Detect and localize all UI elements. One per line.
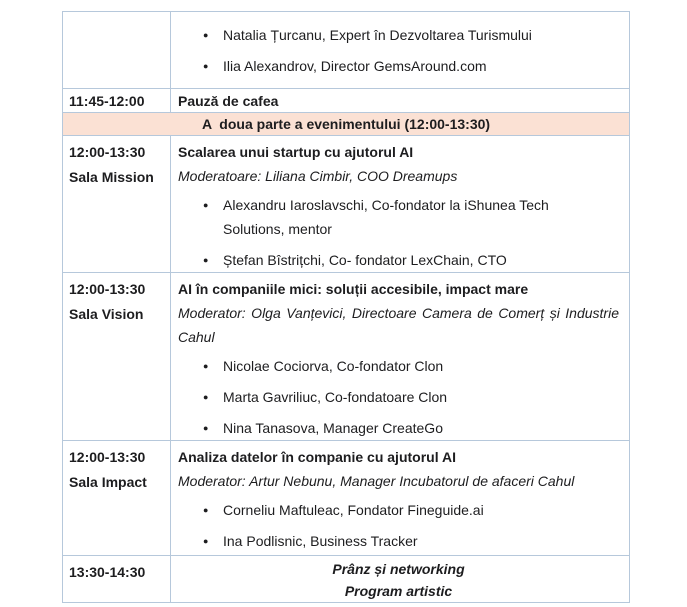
list-item xyxy=(178,23,619,47)
session-title: Scalarea unui startup cu ajutorul AI xyxy=(178,144,414,160)
session-cell xyxy=(171,136,630,273)
table-row-session-mission xyxy=(63,136,630,273)
session-cell xyxy=(171,12,630,89)
closing-line: Prânz și networking xyxy=(332,561,465,577)
bullet-icon: ● xyxy=(203,505,209,515)
coffee-break-title: Pauză de cafea xyxy=(171,89,630,113)
bullet-icon: ● xyxy=(203,361,209,371)
list-item xyxy=(178,354,619,378)
list-item xyxy=(178,193,619,241)
table-row-coffee-break xyxy=(63,89,630,113)
time-cell-empty xyxy=(63,12,171,89)
bullet-icon: ● xyxy=(203,61,209,71)
speaker-name: Ștefan Bîstrițchi, Co- fondator LexChain, CTO xyxy=(223,252,507,268)
session-cell xyxy=(171,441,630,556)
session-room: Sala Vision xyxy=(69,306,144,322)
speaker-name: Marta Gavriliuc, Co-fondatoare Clon xyxy=(223,389,448,405)
list-item xyxy=(178,529,619,553)
time-cell: 11:45-12:00 xyxy=(63,89,171,113)
time-cell xyxy=(63,441,171,556)
session-title: Analiza datelor în companie cu ajutorul AI xyxy=(178,449,456,465)
time-cell xyxy=(63,136,171,273)
speaker-name: Nina Tanasova, Manager CreateGo xyxy=(223,420,443,436)
time-cell xyxy=(63,273,171,441)
session-time: 12:00-13:30 xyxy=(69,144,146,160)
speaker-name: Nicolae Cociorva, Co-fondator Clon xyxy=(223,358,444,374)
bullet-icon: ● xyxy=(203,392,209,402)
list-item xyxy=(178,54,619,78)
closing-cell xyxy=(171,556,630,603)
speaker-list xyxy=(178,23,619,78)
moderator-line: Moderator: Olga Vanțevici, Directoare Camera de Comerț și Industrie Cahul xyxy=(178,305,619,345)
list-item xyxy=(178,416,619,440)
time-cell: 13:30-14:30 xyxy=(63,556,171,603)
speaker-name: Ina Podlisnic, Business Tracker xyxy=(223,533,418,549)
speaker-name: Ilia Alexandrov, Director GemsAround.com xyxy=(223,58,487,74)
session-time: 12:00-13:30 xyxy=(69,449,146,465)
session-room: Sala Mission xyxy=(69,169,154,185)
bullet-icon: ● xyxy=(203,30,209,40)
speaker-list xyxy=(178,498,619,553)
session-title: AI în companiile mici: soluții accesibile, impact mare xyxy=(178,281,529,297)
table-row-continuation xyxy=(63,12,630,89)
bullet-icon: ● xyxy=(203,536,209,546)
closing-line: Program artistic xyxy=(344,583,453,599)
session-cell xyxy=(171,273,630,441)
list-item xyxy=(178,385,619,409)
list-item xyxy=(178,498,619,522)
bullet-icon: ● xyxy=(203,255,209,265)
speaker-list xyxy=(178,354,619,440)
table-row-session-vision xyxy=(63,273,630,441)
moderator-line: Moderatoare: Liliana Cimbir, COO Dreamups xyxy=(178,168,458,184)
speaker-name: Alexandru Iaroslavschi, Co-fondator la iShunea Tech Solutions, mentor xyxy=(223,197,549,237)
list-item xyxy=(178,248,619,272)
session-room: Sala Impact xyxy=(69,474,147,490)
table-row-section-header xyxy=(63,113,630,136)
session-time: 12:00-13:30 xyxy=(69,281,146,297)
speaker-name: Corneliu Maftuleac, Fondator Fineguide.ai xyxy=(223,502,484,518)
table-row-session-impact xyxy=(63,441,630,556)
agenda-table xyxy=(62,11,630,603)
bullet-icon: ● xyxy=(203,200,209,210)
section-header: A doua parte a evenimentului (12:00-13:30) xyxy=(63,113,630,136)
speaker-list xyxy=(178,193,619,272)
moderator-line: Moderator: Artur Nebunu, Manager Incubatorul de afaceri Cahul xyxy=(178,473,575,489)
speaker-name: Natalia Țurcanu, Expert în Dezvoltarea Turismului xyxy=(223,27,532,43)
table-row-closing xyxy=(63,556,630,603)
bullet-icon: ● xyxy=(203,423,209,433)
